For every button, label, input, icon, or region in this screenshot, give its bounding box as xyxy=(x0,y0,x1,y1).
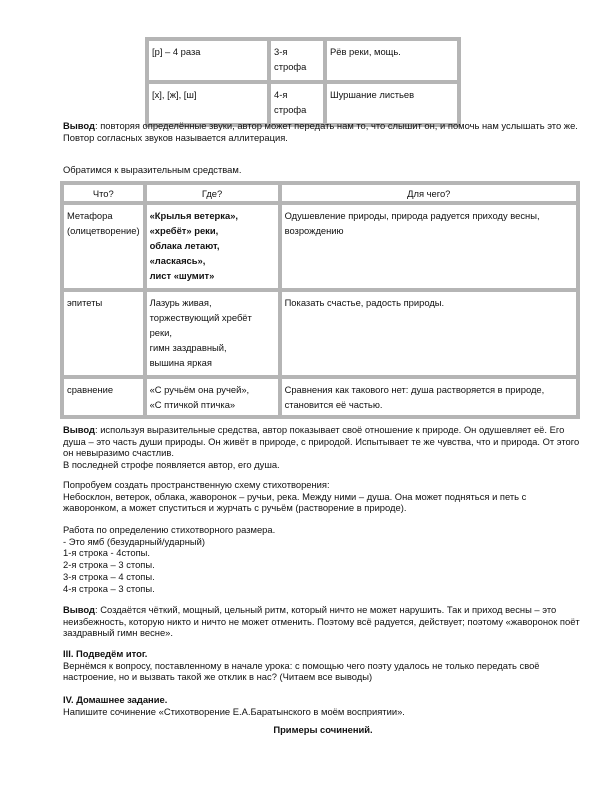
table-row xyxy=(147,82,459,125)
cell-line: «С птичкой птичка» xyxy=(149,399,236,410)
cell-line: вышина яркая xyxy=(149,357,212,368)
conclusion-line: Повтор согласных звуков называется аллитерация. xyxy=(63,131,288,143)
section-summary xyxy=(63,648,583,683)
table-row xyxy=(147,39,459,82)
section-text: Вернёмся к вопросу, поставленному в начале урока: с помощью чего поэту удалось не только передать своё настроение, но и вызвать такой же отклик в нас? (Читаем все выводы) xyxy=(63,659,540,683)
cell-line: «хребёт» реки, xyxy=(149,225,219,236)
section-homework xyxy=(63,694,583,717)
table-cell xyxy=(145,290,280,377)
table-row xyxy=(62,377,578,417)
scheme-text: Небосклон, ветерок, облака, жаворонок – ручьи, река. Между ними – душа. Она может подняться и петь с жаворонком, а может спуститься и журчать с ручьём (растворение в природе). xyxy=(63,490,527,514)
column-header: Для чего? xyxy=(280,183,578,203)
scheme-intro: Попробуем создать пространственную схему стихотворения: xyxy=(63,479,330,490)
examples-title: Примеры сочинений. xyxy=(273,724,373,735)
conclusion-expressive xyxy=(63,424,583,471)
table-header-row xyxy=(62,183,578,203)
table-cell xyxy=(145,203,280,290)
meter-line: 4-я строка – 3 стопы. xyxy=(63,582,155,594)
sounds-table xyxy=(145,37,461,127)
meter-title: Работа по определению стихотворного размера. xyxy=(63,524,276,535)
conclusion-alliteration xyxy=(63,120,583,143)
table-cell: Показать счастье, радость природы. xyxy=(280,290,578,377)
table-cell: Одушевление природы, природа радуется приходу весны, возрождению xyxy=(280,203,578,290)
meter-section xyxy=(63,524,583,594)
cell-line: Лазурь живая, xyxy=(149,297,212,308)
cell-line: «Крылья ветерка», xyxy=(149,210,239,221)
meter-line: 2-я строка – 3 стопы. xyxy=(63,559,155,571)
conclusion-line: В последней строфе появляется автор, его душа. xyxy=(63,459,280,471)
table-cell: Сравнения как такового нет: душа растворяется в природе, становится её частью. xyxy=(280,377,578,417)
table-cell: [х], [ж], [ш] xyxy=(147,82,269,125)
section-title: IV. Домашнее задание. xyxy=(63,694,168,705)
conclusion-text: : повторяя определённые звуки, автор может передать нам то, что слышит он, и помочь нам услышать это же. xyxy=(94,120,578,131)
table-cell xyxy=(145,377,280,417)
table-row xyxy=(62,203,578,290)
conclusion-text: : используя выразительные средства, автор показывает своё отношение к природе. Он одушевляет её. Его душа – это часть души природы. Он живёт в природе, с природой. Испытывает те же чувства, что и природа. От этого он невыразимо счастлив. xyxy=(63,424,580,459)
conclusion-text: : Создаётся чёткий, мощный, цельный ритм, который ничто не может нарушить. Так и приход весны – это неизбежность, которую никто и ничто не может отменить. Поэтому всё радуется, действует; поэтому «жаворонок поёт заздравный гимн весне». xyxy=(63,604,580,639)
table-cell: Метафора (олицетворение) xyxy=(62,203,145,290)
expressive-means-table xyxy=(60,181,580,419)
conclusion-rhythm xyxy=(63,604,583,639)
spatial-scheme xyxy=(63,479,583,514)
table-row xyxy=(62,290,578,377)
table-cell: [р] – 4 раза xyxy=(147,39,269,82)
intro-expressive: Обратимся к выразительным средствам. xyxy=(63,164,242,175)
conclusion-label: Вывод xyxy=(63,120,95,131)
table-cell: сравнение xyxy=(62,377,145,417)
table-cell: 4-я строфа xyxy=(269,82,325,125)
section-title: III. Подведём итог. xyxy=(63,648,148,659)
table-cell: Рёв реки, мощь. xyxy=(325,39,459,82)
meter-line: 3-я строка – 4 стопы. xyxy=(63,570,155,582)
conclusion-label: Вывод xyxy=(63,424,95,435)
cell-line: «ласкаясь», xyxy=(149,255,206,266)
table-cell: эпитеты xyxy=(62,290,145,377)
table-cell: 3-я строфа xyxy=(269,39,325,82)
cell-line: гимн заздравный, xyxy=(149,342,227,353)
conclusion-label: Вывод xyxy=(63,604,95,615)
column-header: Где? xyxy=(145,183,280,203)
meter-line: 1-я строка - 4стопы. xyxy=(63,547,151,559)
cell-line: облака летают, xyxy=(149,240,220,251)
cell-line: «С ручьём она ручей», xyxy=(149,384,250,395)
cell-line: торжествующий хребёт реки, xyxy=(149,312,252,338)
meter-line: - Это ямб (безударный/ударный) xyxy=(63,535,206,547)
section-text: Напишите сочинение «Стихотворение Е.А.Баратынского в моём восприятии». xyxy=(63,705,405,717)
column-header: Что? xyxy=(62,183,145,203)
table-cell: Шуршание листьев xyxy=(325,82,459,125)
cell-line: лист «шумит» xyxy=(149,270,215,281)
